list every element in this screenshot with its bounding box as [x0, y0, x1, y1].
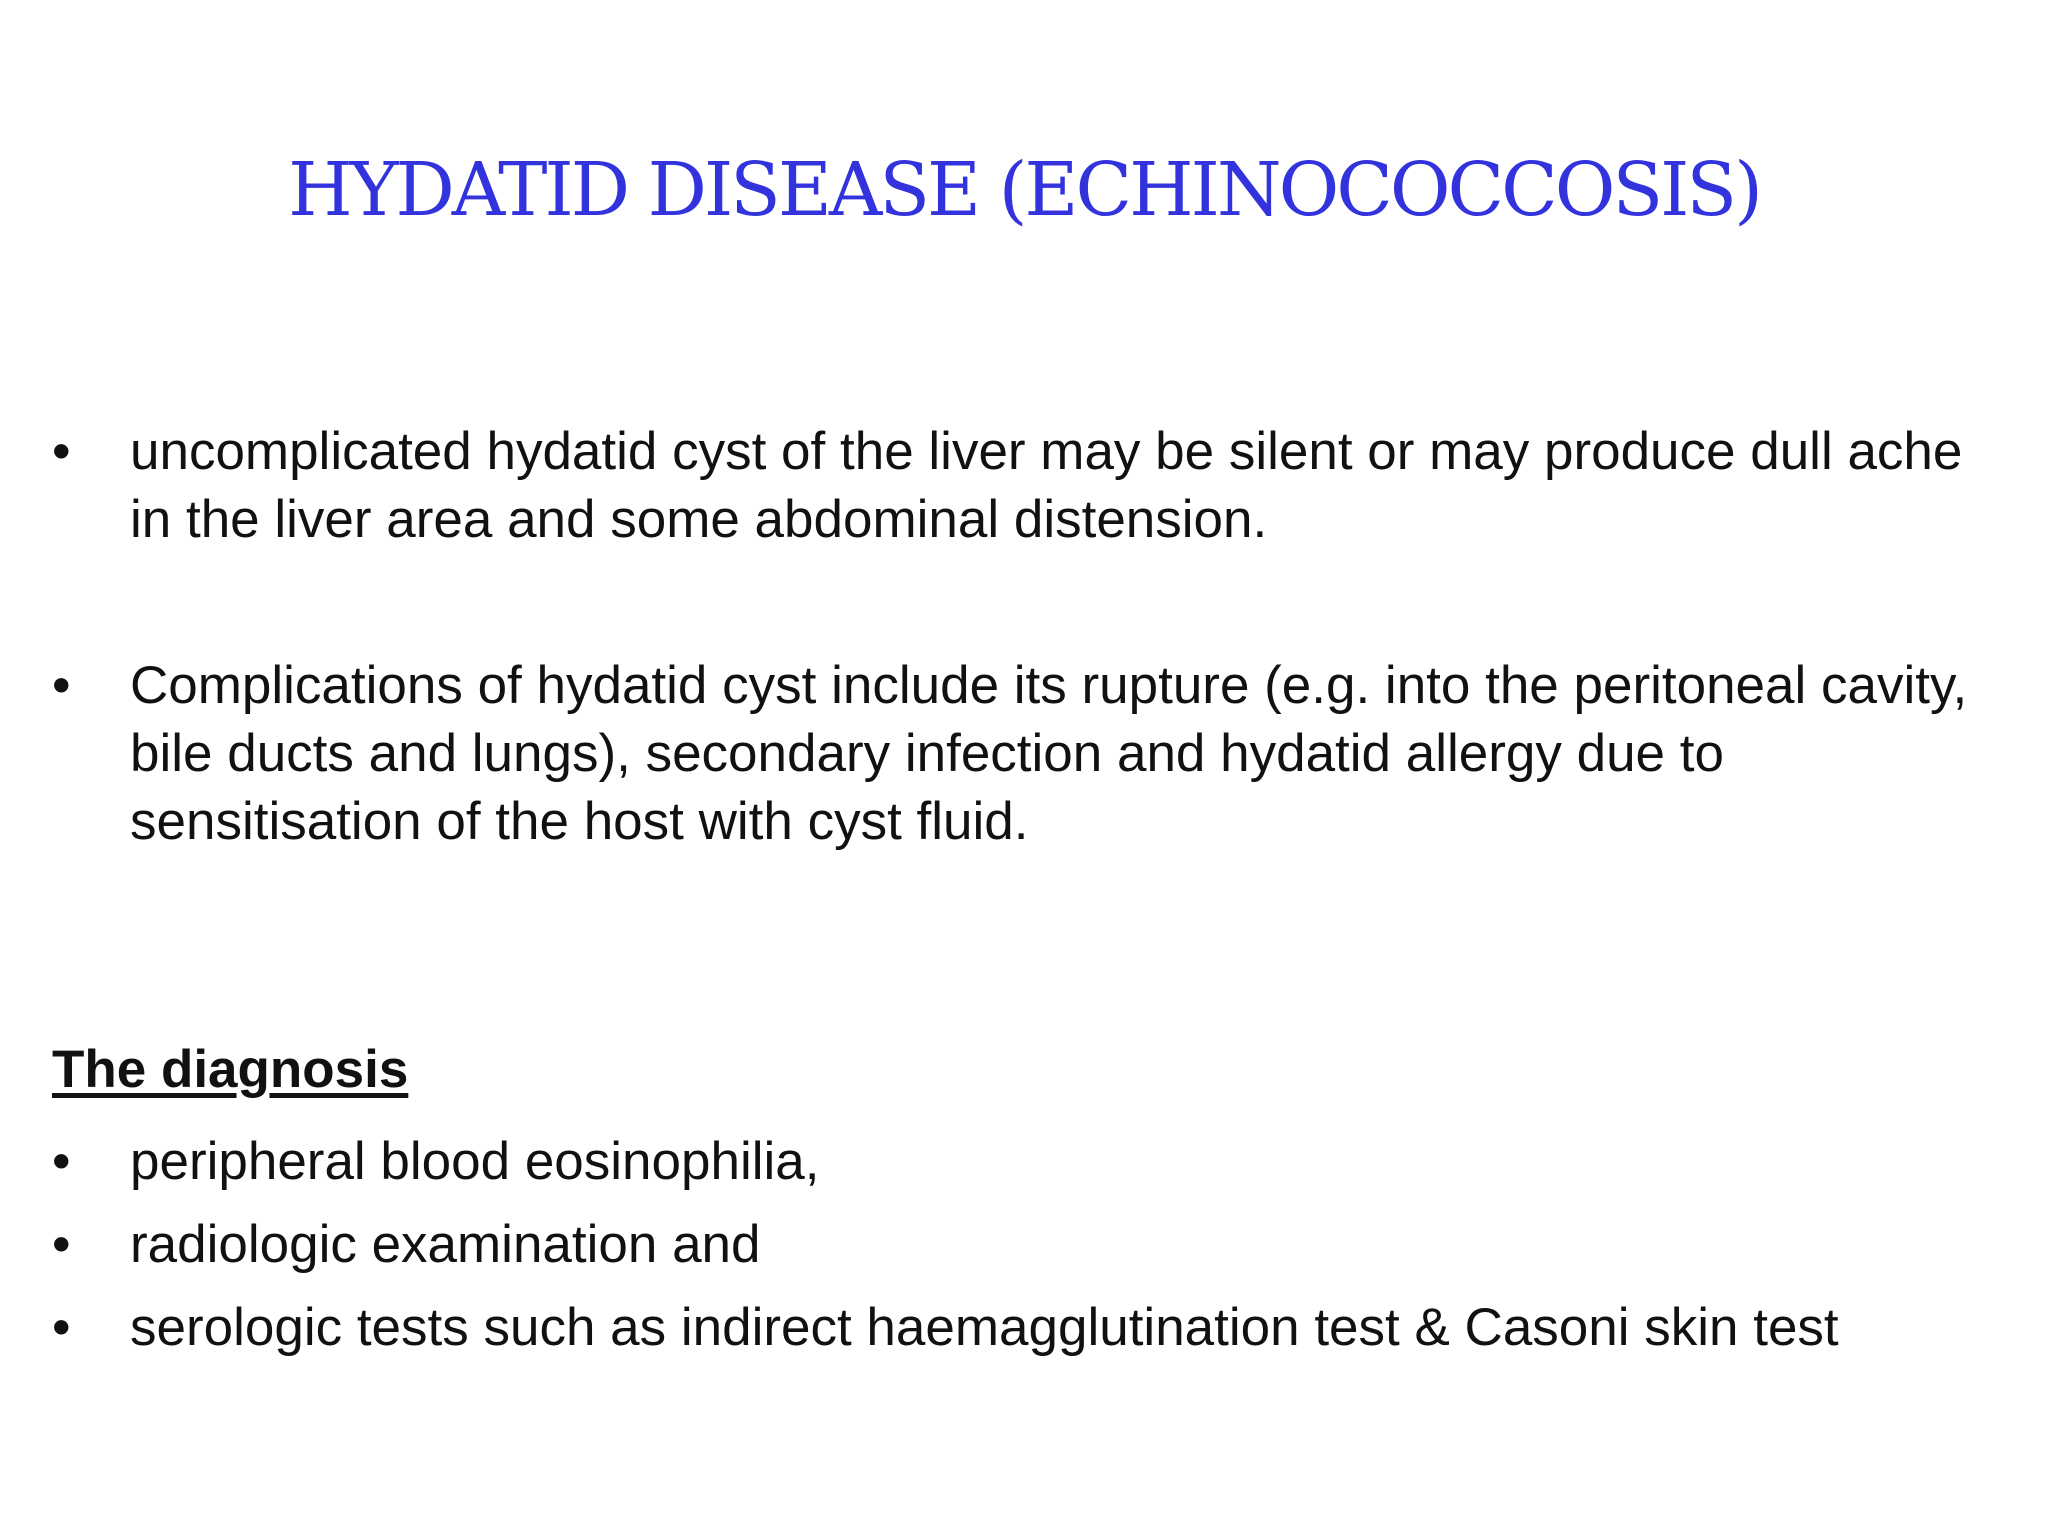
bullet-icon: •	[52, 1215, 71, 1274]
bullet-text: Complications of hydatid cyst include its rupture (e.g. into the peritoneal cavity, bile ducts and lungs), secondary infection and hydatid allergy due to sensitisation of the host with cyst fluid.	[130, 656, 1968, 851]
diagnosis-bullet-list	[52, 1120, 2012, 1369]
bullet-icon: •	[52, 422, 71, 481]
intro-bullet-list	[52, 418, 2012, 856]
bullet-text: serologic tests such as indirect haemagglutination test & Casoni skin test	[130, 1298, 1839, 1357]
bullet-text: uncomplicated hydatid cyst of the liver may be silent or may produce dull ache in the liver area and some abdominal distension.	[130, 422, 1963, 549]
slide-title: HYDATID DISEASE (ECHINOCOCCOSIS)	[288, 147, 1760, 233]
list-item	[52, 1120, 2012, 1203]
list-item	[52, 1286, 2012, 1369]
bullet-text: radiologic examination and	[130, 1215, 761, 1274]
list-item	[52, 418, 2012, 554]
bullet-icon: •	[52, 1132, 71, 1191]
bullet-text: peripheral blood eosinophilia,	[130, 1132, 820, 1191]
bullet-icon: •	[52, 656, 71, 715]
list-item	[52, 652, 2012, 856]
diagnosis-heading: The diagnosis	[52, 1040, 409, 1099]
bullet-icon: •	[52, 1298, 71, 1357]
list-item	[52, 1203, 2012, 1286]
